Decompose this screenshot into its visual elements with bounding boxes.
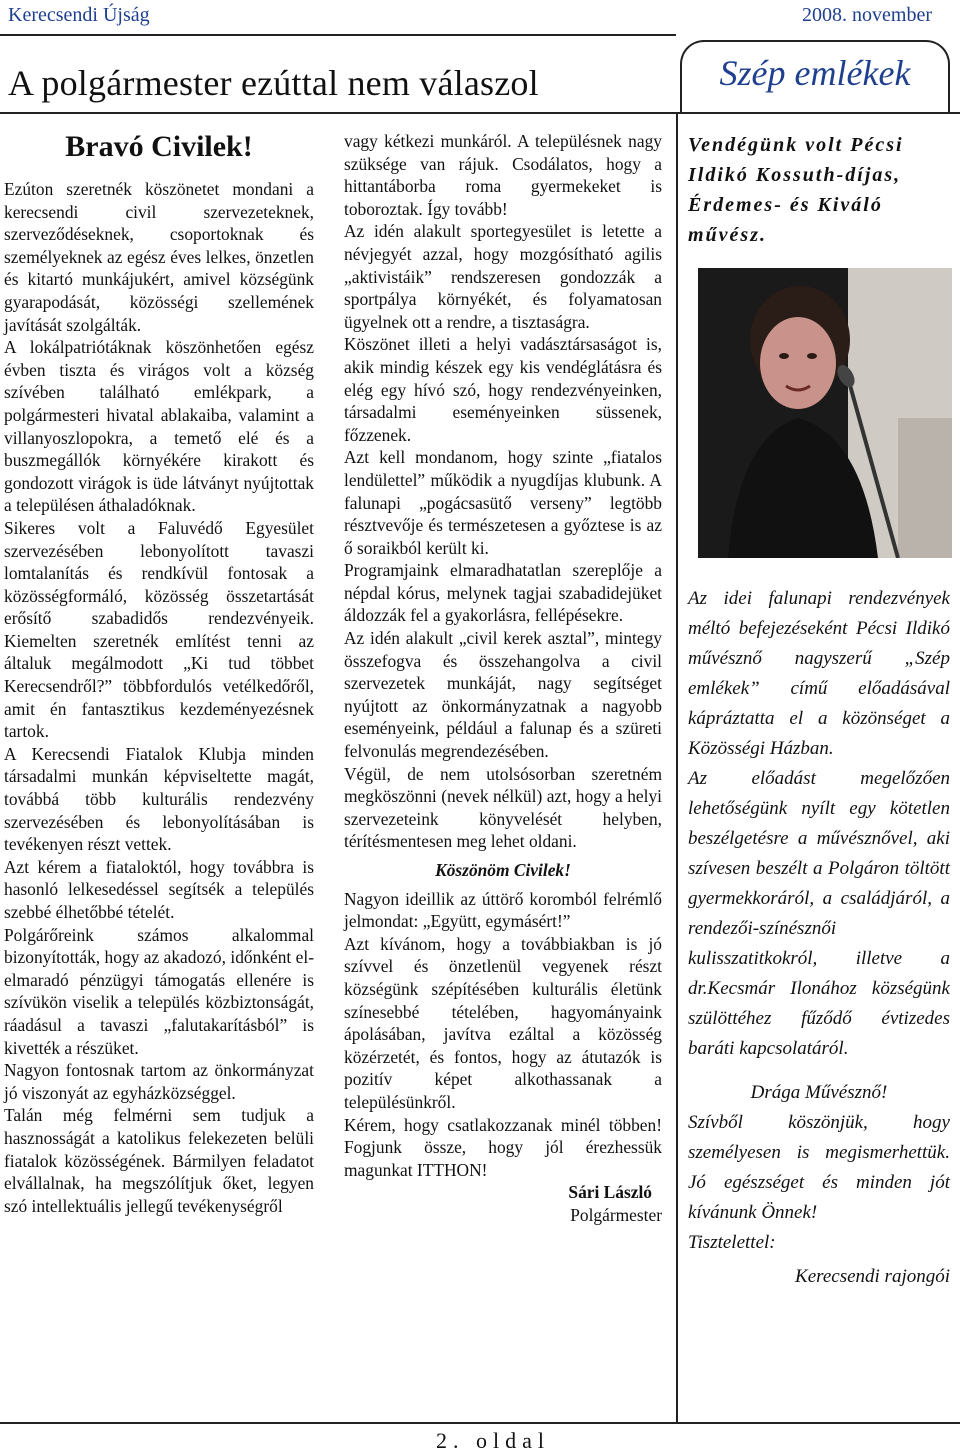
sidebar-intro: Vendégünk volt Pécsi Ildikó Kossuth-díjas, Érdemes- és Kiváló művész. (688, 134, 904, 246)
paragraph: Programjaink elmaradhatatlan szereplője a népdal kórus, melynek tagjai szabadidejüket áldozzák fel a gyakorlásra, fellépésekre. (344, 560, 662, 626)
article-title: A polgármester ezúttal nem válaszol (8, 63, 539, 103)
footer-rule (0, 1422, 960, 1424)
page-number: 2. oldal (436, 1428, 550, 1453)
sidebar-subhead: Drága Művésznő! (750, 1082, 888, 1103)
paragraph: Azt kívánom, hogy a továbbiakban is jó szívvel és önzetlenül vegyenek részt községünk szépítésében kulturális életünk színesebbé tételében, hagyományaink ápolásában, javítva ezáltal a közösség közérzetét, és fontos, hogy az átutazók is pozitív képet alkothassanak a településünkről. (344, 933, 662, 1112)
sidebar-title: Szép emlékek (719, 53, 911, 93)
sidebar-text (688, 584, 950, 1292)
title-rule (0, 112, 960, 114)
paragraph: Polgárőreink számos alkalommal bizonyították, hogy az akadozó, időnként el-elmaradó pénzügyi támogatás ellenére is szívükön viselik a település közbiztonságát, ráadásul a tavaszi „falutakarításból” is kivették a részüket. (4, 924, 314, 1058)
paragraph: A lokálpatriótáknak köszönhetően egész évben tiszta és virágos volt a község szívében található emlékpark, a polgármesteri hivatal ablakaiba, valamint a villanyoszlopokra, a temető elé és a buszmegállók környékére kirakott és gondozott virágok is üde látványt nyújtottak a településen áthaladóknak. (4, 337, 314, 516)
article-column-2 (344, 130, 662, 1227)
paragraph: Az idén alakult sportegyesület is letette a névjegyét azzal, hogy mozgósítható agilis „aktivistáik” rendszeresen gondozzák a sportpálya környékét, és folyamatosan ügyelnek ott a rendre, a tisztaságra. (344, 221, 662, 332)
paragraph: Azt kell mondanom, hogy szinte „fiatalos lendülettel” működik a nyugdíjas klubunk. A falunapi „pogácsasütő verseny” legtöbb résztvevője és természetesen a győztese is az ő soraikból került ki. (344, 447, 662, 558)
paragraph: Nagyon fontosnak tartom az önkormányzat jó viszonyát az egyházközséggel. (4, 1060, 314, 1103)
paragraph: Nagyon ideillik az úttörő koromból felrémlő jelmondat: „Együtt, egymásért!” (344, 888, 662, 932)
paragraph: A Kerecsendi Fiatalok Klubja minden társadalmi munkán képviseltette magát, továbbá több kulturális rendezvény szervezésében és lebonyolításában is tevékenyen részt vettek. (4, 743, 314, 855)
signature-title: Polgármester (570, 1204, 662, 1225)
greeting: Tisztelettel: (688, 1232, 776, 1253)
article-column-1 (4, 130, 314, 1217)
paragraph: Végül, de nem utolsósorban szeretném megköszönni (nevek nélkül) azt, hogy a helyi szervezeteink könyvelését helyben, térítésmentesen meg lehet oldani. (344, 763, 662, 852)
paragraph: Talán még felmérni sem tudjuk a hasznosságát a katolikus felekezeten belüli fiatalok közösségének. Bármilyen feladatot elvállalnak, ha megszólítjuk őket, legyen szó intellektuális jellegű tevékenységről (4, 1105, 314, 1216)
paragraph: Ezúton szeretnék köszönetet mondani a kerecsendi civil szervezeteknek, szerveződéseknek, csoportoknak és személyeknek az egész éves lelkes, önzetlen és kitartó munkájukért, amivel községünk gyarapodását, közösségi szellemének javítását szolgálták. (4, 179, 314, 335)
paragraph: Sikeres volt a Faluvédő Egyesület szervezésében lebonyolított tavaszi lomtalanítás és rendkívül fontosak a közösségformáló, közösség összetartását erősítő szabadidős rendezvényeik. Kiemelten szeretnék említést tenni az általuk megálmodott „Ki tud többet Kerecsendről?” többfordulós vetélkedőről, amit én fantasztikus kezdeményezésnek tartok. (4, 517, 314, 742)
article-subhead: Bravó Civilek! (65, 130, 253, 163)
paragraph: Az idén alakult „civil kerek asztal”, mintegy összefogva és összehangolva a civil szervezetek munkáját, nagy segítséget nyújtott az önkormányzatnak a nagyobb eseményeink, például a falunap és a szüreti felvonulás megrendezésében. (344, 628, 662, 762)
column-divider (676, 112, 678, 1422)
publication-name: Kerecsendi Újság (8, 4, 150, 26)
thanks-heading: Köszönöm Civilek! (435, 860, 571, 880)
paragraph: vagy kétkezi munkáról. A településnek nagy szüksége van rájuk. Csodálatos, hogy a hittantáborba roma gyermekeket is toboroztak. Így tovább! (344, 131, 662, 219)
header-rule (0, 34, 676, 36)
signature-name: Sári László (568, 1182, 652, 1203)
paragraph: Szívből köszönjük, hogy személyesen is megismerhettük. Jó egészséget és minden jót kívánunk Önnek! (688, 1112, 950, 1223)
issue-date: 2008. november (802, 4, 932, 26)
paragraph: Az előadást megelőzően lehetőségünk nyílt egy kötetlen beszélgetésre a művésznővel, aki szívesen beszélt a Polgáron töltött gyermekkoráról, a családjáról, a rendezői-színésznői kulisszatitkokról, illetve a dr.Kecsmár Ilonához községünk szülöttéhez fűződő évtizedes baráti kapcsolatáról. (688, 768, 950, 1059)
paragraph: Azt kérem a fiataloktól, hogy továbbra is hasonló lelkesedéssel segítsék a település szebbé élhetőbbé tételét. (4, 856, 314, 922)
paragraph: Kérem, hogy csatlakozzanak minél többen! Fogjunk össze, hogy jól érezhessük magunkat ITTHON! (344, 1114, 662, 1180)
paragraph: Köszönet illeti a helyi vadásztársaságot is, akik mindig készek egy kis vendéglátásra és elég egy hívó szó, hogy rendezvényeinken, társadalmi eseményeinken süssenek, főzzenek. (344, 334, 662, 445)
paragraph: Az idei falunapi rendezvények méltó befejezéseként Pécsi Ildikó művésznő nagyszerű „Szép emlékek” című előadásával kápráztatta el a közönséget a Közösségi Házban. (688, 588, 950, 759)
portrait-photo (698, 268, 952, 558)
sidebar-signature: Kerecsendi rajongói (795, 1266, 950, 1287)
